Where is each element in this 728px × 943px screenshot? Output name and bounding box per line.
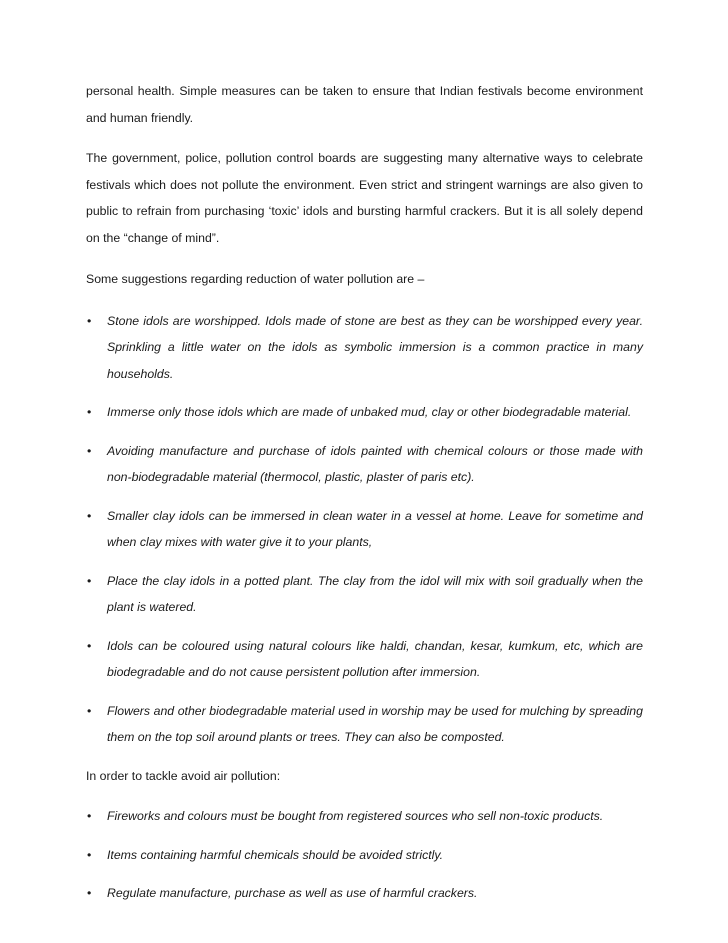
list-item: • Immerse only those idols which are made of unbaked mud, clay or other biodegradable material. [86,399,643,426]
government-paragraph: The government, police, pollution control boards are suggesting many alternative ways to celebrate festivals which does not pollute the environment. Even strict and stringent warnings are also given to public to refrain from purchasing ‘toxic’ idols and bursting harmful crackers. But it is all solely depend on the “change of mind”. [86,151,643,245]
bullet-icon: • [87,638,92,653]
list-item: • Avoiding manufacture and purchase of idols painted with chemical colours or those made with non-biodegradable material (thermocol, plastic, plaster of paris etc). [86,438,643,491]
bullet-icon: • [87,809,92,823]
list-item: • Flowers and other biodegradable material used in worship may be used for mulching by spreading them on the top soil around plants or trees. They can also be composted. [86,698,643,751]
bullet-icon: • [87,886,92,900]
list-item: • Stone idols are worshipped. Idols made of stone are best as they can be worshipped every year. Sprinkling a little water on the idols as symbolic immersion is a common practice in many households. [86,308,643,388]
air-suggestions-list [86,803,643,907]
list-item: • Fireworks and colours must be bought from registered sources who sell non-toxic products. [86,803,643,830]
intro-paragraph: personal health. Simple measures can be taken to ensure that Indian festivals become environment and human friendly. [86,84,643,125]
bullet-icon: • [87,313,92,328]
list-item: • Regulate manufacture, purchase as well as use of harmful crackers. [86,880,643,907]
air-pollution-heading: In order to tackle avoid air pollution: [86,768,281,783]
list-item: • Place the clay idols in a potted plant. The clay from the idol will mix with soil gradually when the plant is watered. [86,568,643,621]
bullet-icon: • [87,573,92,588]
bullet-icon: • [87,703,92,718]
water-suggestions-list [86,308,643,751]
document-page [86,78,643,919]
list-item: • Smaller clay idols can be immersed in clean water in a vessel at home. Leave for sometime and when clay mixes with water give it to your plants, [86,503,643,556]
list-item: • Idols can be coloured using natural colours like haldi, chandan, kesar, kumkum, etc, which are biodegradable and do not cause persistent pollution after immersion. [86,633,643,686]
bullet-icon: • [87,847,92,862]
list-item: • Items containing harmful chemicals should be avoided strictly. [86,842,643,869]
bullet-icon: • [87,443,92,458]
water-pollution-heading: Some suggestions regarding reduction of water pollution are – [86,272,425,286]
bullet-icon: • [87,405,92,419]
bullet-icon: • [87,508,92,523]
